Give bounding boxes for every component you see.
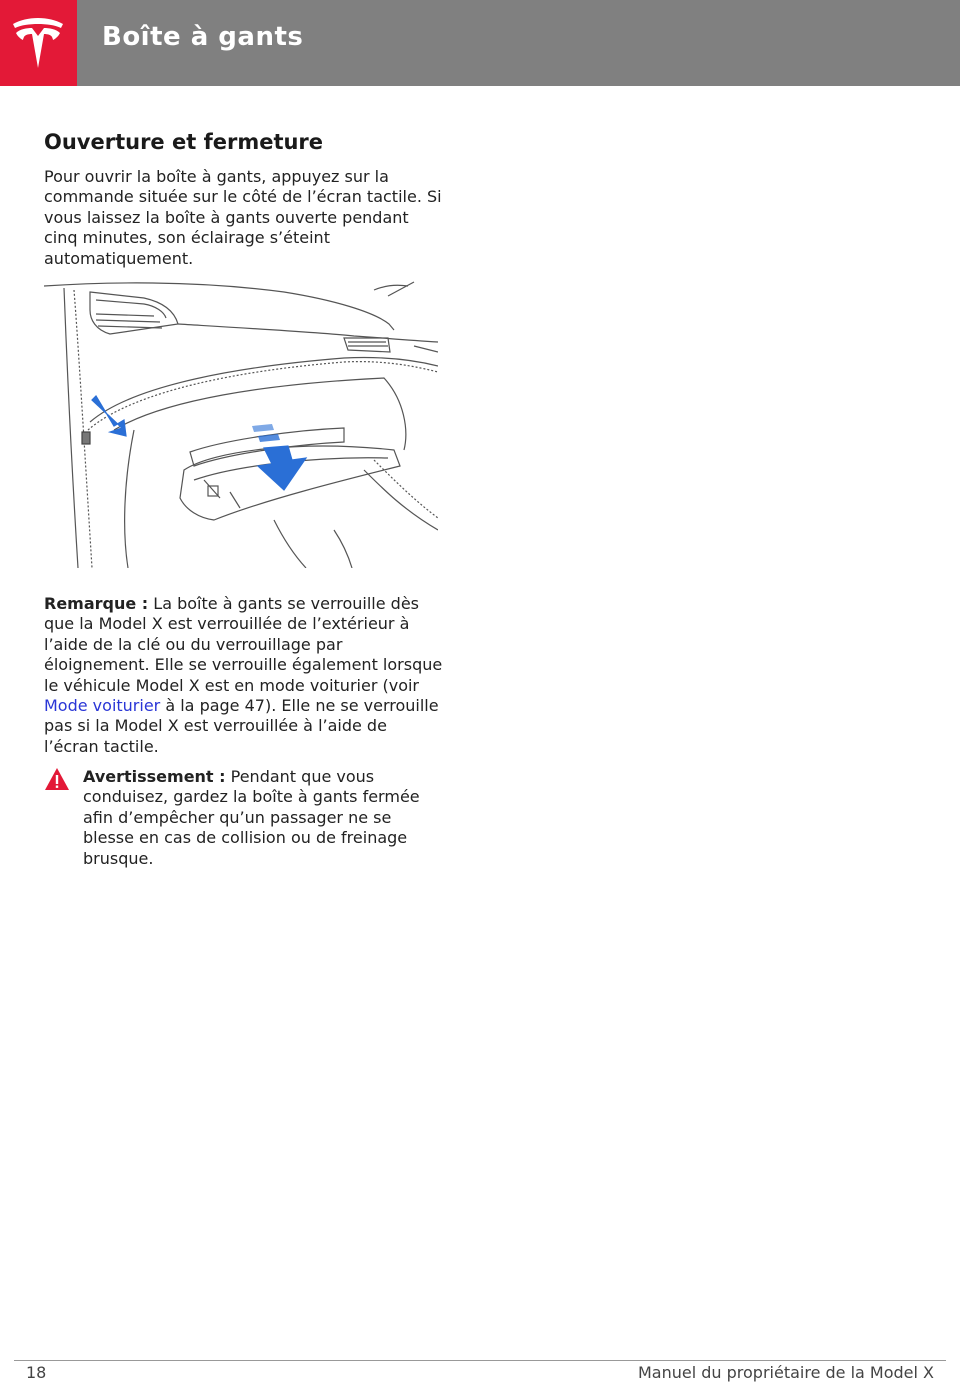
glovebox-illustration [44, 280, 438, 568]
manual-title: Manuel du propriétaire de la Model X [637, 1363, 934, 1382]
valet-mode-link[interactable]: Mode voiturier [44, 696, 161, 716]
intro-paragraph: Pour ouvrir la boîte à gants, appuyez sur la commande située sur le côté de l’écran tactile. Si vous laissez la boîte à gants ouverte pendant cinq minutes, son éclairage s’éteint automatiquement. [44, 167, 442, 268]
note-text: La boîte à gants se verrouille dès que la Model X est verrouillée de l’extérieur à l’aide de la clé ou du verrouillage par éloignement. Elle se verrouille également lorsque le véhicule Model X est en mode voiturier (voir [44, 594, 443, 695]
page-number: 18 [26, 1363, 47, 1382]
footer-divider [14, 1360, 946, 1361]
warning-triangle-icon [44, 767, 70, 791]
section-heading: Ouverture et fermeture [44, 130, 324, 154]
warning-paragraph [83, 767, 443, 869]
page-title: Boîte à gants [102, 22, 304, 52]
brand-logo-box [0, 0, 77, 86]
warning-label: Avertissement : [83, 767, 226, 786]
page-header [0, 0, 960, 86]
note-text-after: à la page 47). Elle ne se verrouille pas si la Model X est verrouillée à l’aide de l’écran tactile. [44, 696, 439, 756]
note-paragraph [44, 594, 444, 757]
warning-text: Pendant que vous conduisez, gardez la boîte à gants fermée afin d’empêcher qu’un passager ne se blesse en cas de collision ou de freinage brusque. [83, 767, 420, 868]
tesla-logo-icon [13, 16, 63, 68]
note-label: Remarque : [44, 594, 149, 613]
